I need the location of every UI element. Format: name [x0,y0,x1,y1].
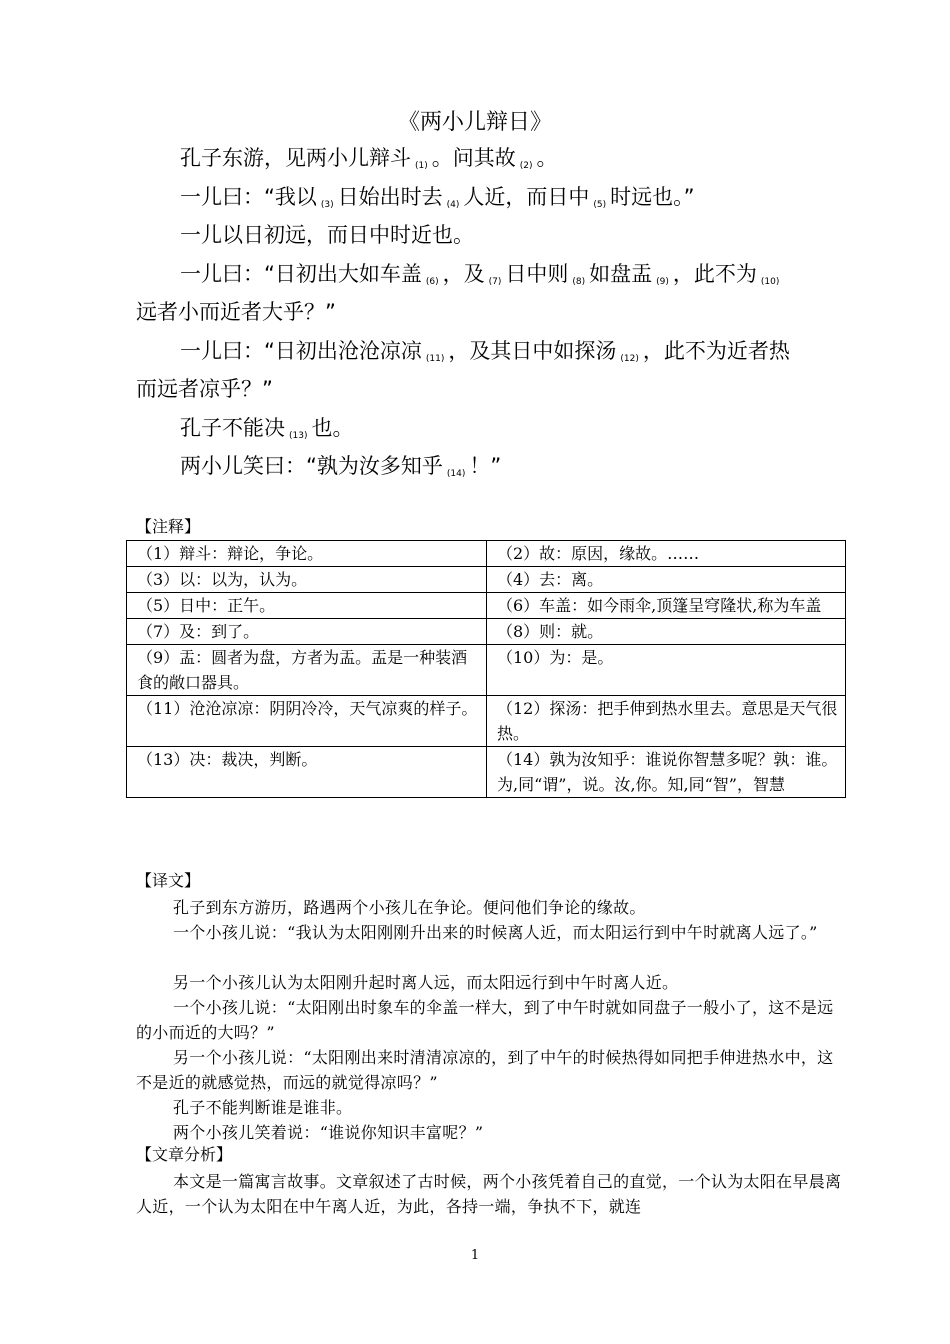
note-cell: （5）日中：正午。 [127,593,487,619]
table-row [127,593,846,619]
translation-paragraph: 另一个小孩儿说：“太阳刚出来时清清凉凉的，到了中午的时候热得如同把手伸进热水中，这不是近的就感觉热，而远的就觉得凉吗？” [136,1048,834,1092]
note-ref: (6) [425,277,439,287]
note-ref: (7) [488,277,502,287]
classical-line-3: 一儿以日初远，而日中时近也。 [180,223,474,247]
translation-paragraph: 一个小孩儿说：“太阳刚出时象车的伞盖一样大，到了中午时就如同盘子一般小了，这不是远的小而近的大吗？” [136,998,834,1042]
table-row [127,645,846,696]
classical-line-6: 一儿曰：“日初出沧沧凉凉 $_{(11)}$ ，及其日中如探汤 $_{(12)}$ ，此不为近者热 [180,339,790,364]
table-row [127,747,846,798]
note-ref: (1) [415,161,428,171]
note-cell: （6）车盖：如今雨伞,顶篷呈穹隆状,称为车盖 [487,593,846,619]
classical-line-2: 一儿曰：“我以 $_{(3)}$ 日始出时去 $_{(4)}$ 人近，而日中 $_{(5)}$ 时远也。” [180,185,695,210]
note-ref: (12) [620,354,639,364]
note-ref: (3) [320,200,334,210]
classical-line-9: 两小儿笑曰：“孰为汝多知乎 $_{(14)}$ ！” [180,454,502,479]
note-ref: (13) [289,431,308,441]
classical-line-8: 孔子不能决 $_{(13)}$ 也。 [180,416,354,441]
page-title: 《两小儿辩日》 [397,110,552,135]
classical-line-7: 而远者凉乎？” [136,377,273,401]
translation-paragraph: 孔子到东方游历，路遇两个小孩儿在争论。便问他们争论的缘故。 [173,898,646,917]
note-ref: (9) [656,277,669,287]
analysis-heading: 【文章分析】 [136,1145,233,1164]
note-cell: （4）去：离。 [487,567,846,593]
note-cell: （14）孰为汝知乎：谁说你智慧多呢？孰：谁。为,同“谓”，说。汝,你。知,同“智”，智慧 [487,747,846,798]
table-row [127,619,846,645]
note-cell: （12）探汤：把手伸到热水里去。意思是天气很热。 [487,696,846,747]
translation-paragraph: 一个小孩儿说：“我认为太阳刚刚升出来的时候离人近，而太阳运行到中午时就离人远了。” [173,923,818,942]
translation-paragraph: 孔子不能判断谁是谁非。 [173,1098,353,1117]
analysis-paragraph: 本文是一篇寓言故事。文章叙述了古时候，两个小孩凭着自己的直觉，一个认为太阳在早晨离人近，一个认为太阳在中午离人近，为此，各持一端，争执不下，就连 [136,1172,842,1216]
page-number: 1 [470,1248,480,1263]
notes-heading: 【注释】 [136,517,201,536]
note-cell: （8）则：就。 [487,619,846,645]
table-row [127,567,846,593]
note-ref: (4) [446,200,460,210]
note-ref: (10) [760,277,780,287]
note-ref: (5) [593,200,607,210]
note-cell: （9）盂：圆者为盘，方者为盂。盂是一种装酒食的敞口器具。 [127,645,487,696]
classical-line-4: 一儿曰：“日初出大如车盖 $_{(6)}$ ，及 $_{(7)}$ 日中则 $_{(8)}$ 如盘盂 $_{(9)}$ ，此不为 $_{(10)}$ [180,262,780,287]
note-cell: （10）为：是。 [487,645,846,696]
note-ref: (8) [572,277,586,287]
note-ref: (14) [446,469,466,479]
note-cell: （7）及：到了。 [127,619,487,645]
note-ref: (2) [519,161,533,171]
note-cell: （13）决：裁决，判断。 [127,747,487,798]
note-cell: （2）故：原因，缘故。…… [487,541,846,567]
note-cell: （1）辩斗：辩论，争论。 [127,541,487,567]
note-ref: (11) [425,354,445,364]
classical-line-5: 远者小而近者大乎？” [136,300,336,324]
note-cell: （11）沧沧凉凉：阴阴冷冷，天气凉爽的样子。 [127,696,487,747]
table-row [127,696,846,747]
translation-paragraph: 另一个小孩儿认为太阳刚升起时离人远，而太阳远行到中午时离人近。 [173,973,679,992]
classical-line-1: 孔子东游，见两小儿辩斗 $_{(1)}$ 。问其故 $_{(2)}$ 。 [180,146,558,171]
notes-table [126,540,846,798]
table-row [127,541,846,567]
note-cell: （3）以：以为，认为。 [127,567,487,593]
translation-paragraph: 两个小孩儿笑着说：“谁说你知识丰富呢？” [173,1123,484,1142]
translation-heading: 【译文】 [136,871,201,890]
